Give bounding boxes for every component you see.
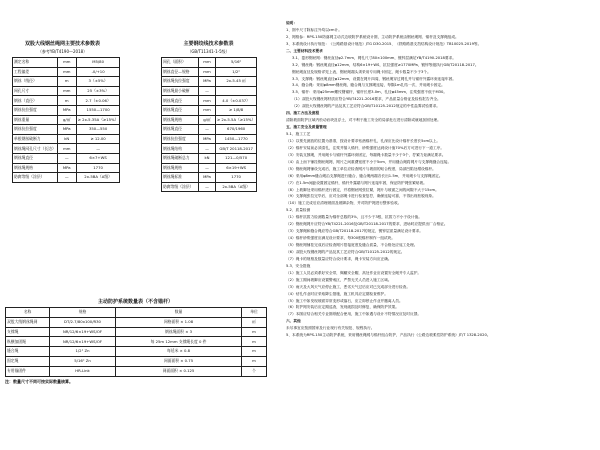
table3-cell: 5/16" Zn — [50, 356, 116, 366]
table3 — [5, 307, 267, 377]
table3-cell: m — [242, 356, 267, 366]
table2-cell: 钢丝绳规格 — [162, 115, 199, 125]
table3-row — [6, 317, 267, 327]
table1-row — [13, 134, 120, 144]
notes-line: （4）由上而下铺挂钢丝绳网，网片之间重叠宽度不小于5cm，并用缝合绳将网片与支撑绳缝合连接。 — [286, 159, 452, 164]
table1-row — [13, 67, 120, 77]
table1-cell: MPa — [57, 125, 76, 135]
table1-cell: ≥ 2x-5.35A（≥15%） — [76, 115, 120, 125]
notes-line: （1）双股大线钢丝网材质应符合YB/T4221-2016要求，产品质量合格证及检验报告齐全。 — [292, 97, 441, 102]
notes-line: （2）施工期间坡脚应设置警戒区，严禁无关人员进入施工区域。 — [286, 277, 392, 282]
table2-cell: MPa — [199, 134, 216, 144]
table1-cell: 1550—1700 — [76, 105, 120, 115]
notes-line: （5）钢丝网铺挂完成后应检查网片搭接宽度及缝合质量，不合格处应返工处理。 — [286, 243, 418, 247]
notes-line: 5.2、质量检测 — [286, 208, 311, 213]
design-notes — [286, 20, 590, 339]
table2-cell: 钢丝绳直径 — [162, 105, 199, 115]
table2-row — [162, 144, 257, 154]
table1-cell: 25（±3%） — [76, 86, 120, 96]
table2-row — [162, 86, 257, 96]
notes-line: （8）上坡脚处采用锚杆进行固定，并将钢丝网张拉紧，网片与坡面之间的间隙不大于15cm。 — [286, 187, 439, 192]
table2-cell: — — [199, 182, 216, 192]
table2-cell: 1450—1770 — [216, 134, 257, 144]
table1-cell: mm — [57, 67, 76, 77]
table2-row — [162, 67, 257, 77]
table1-cell: — — [57, 173, 76, 183]
notes-heading: 说明： — [286, 21, 298, 25]
table3-cell: m — [242, 337, 267, 347]
table2-cell: 钢丝绳破断总力 — [162, 153, 199, 163]
table2-cell: 钢丝绳直径 — [162, 96, 199, 106]
table3-row — [6, 327, 267, 337]
table3-cell: 个 — [242, 366, 267, 376]
table2-cell: 钢丝绳最小破断 — [162, 86, 199, 96]
table3-cell: 缝合绳 — [6, 347, 50, 357]
table2-cell: 钢丝绳标准 — [162, 173, 199, 183]
table2-row — [162, 105, 257, 115]
table3-header-row — [6, 308, 267, 318]
notes-line: （6）采用φ8mm缝合绳沿支撑绳进行缝合，缝合绳两端各长出1.5m，并用绳卡与支撑绳固定。 — [286, 173, 443, 178]
notes-line: （4）钻孔作业时应采取降尘措施，施工机具应定期检查维护。 — [286, 291, 388, 296]
notes-heading: 二、主要材料技术要求 — [286, 48, 323, 53]
table2-cell: 2x-5BA（A级） — [216, 182, 257, 192]
table2-cell: mm — [199, 58, 216, 68]
notes-line: （4）锚杆砂浆强度应满足设计要求，每300根锚杆制作一组试块。 — [286, 236, 395, 241]
table3-block — [5, 298, 267, 385]
table3-cell: 规格 — [50, 308, 116, 318]
table1-block — [12, 40, 120, 183]
notes-line: 未尽事宜应按照国家及行业现行有关规范、规程执行。 — [286, 326, 375, 331]
notes-line: 清除坡面防护区域内松动岩块及浮土，对不利于施工安全的局部危石进行清除或就地加固处理。 — [286, 118, 441, 123]
notes-heading: 四、施工方法及流程 — [286, 111, 320, 116]
table2-cell: 钢丝绳抗拉强度 — [162, 77, 199, 87]
table2-cell: ≥ 1/8/8 — [216, 105, 257, 115]
table3-cell: 每 25m 12mm 支撑绳长度 0 件 — [116, 337, 242, 347]
table1 — [12, 57, 120, 183]
table3-title: 主动防护系统数量表（不含锚杆） — [97, 299, 173, 305]
table1-row — [13, 96, 120, 106]
table3-cell: 钢丝绳面积 × 3 — [116, 327, 242, 337]
table2-cell: 121—0/570 — [216, 153, 257, 163]
table2-row — [162, 125, 257, 135]
table1-cell: 钢丝重量 — [13, 115, 58, 125]
table2-row — [162, 58, 257, 68]
table2-cell: 5/16" — [216, 58, 257, 68]
notes-line: 3.1、菱形钢丝网：钢丝直径φ2.7mm，网孔尺寸80×100mm，镀锌层满足YB/T4190-2018要求。 — [292, 55, 456, 60]
notes-line: （7）本图应结合相关专业图纸配合使用，施工中如遇与设计不符情况应及时反馈。 — [286, 312, 422, 317]
table1-row — [13, 77, 120, 87]
table3-cell: 专用锚固件 — [6, 366, 50, 376]
table2-cell: 670/1960 — [216, 125, 257, 135]
table1-cell: m — [57, 96, 76, 106]
table3-row — [6, 337, 267, 347]
table3-cell: m — [242, 347, 267, 357]
notes-line: （6）双股大线钢丝网的产品及其工艺应符合GB/T10125-2012的规定。 — [286, 249, 405, 254]
table1-cell: 钢丝绳网孔尺寸（长边） — [13, 144, 58, 154]
table1-row — [13, 58, 120, 68]
table1-cell: 350—550 — [76, 125, 120, 135]
table2-cell: 钢丝直径—规格 — [162, 67, 199, 77]
table1-cell: 钢丝绳规格 — [13, 163, 58, 173]
table1-cell: MPa — [57, 105, 76, 115]
table2-cell: 钢丝绳结构 — [162, 144, 199, 154]
table1-cell: mm — [57, 144, 76, 154]
table2-cell: mm — [199, 67, 216, 77]
table1-row — [13, 173, 120, 183]
table2-cell: MPa — [199, 77, 216, 87]
table2-cell: 网孔（面积） — [162, 58, 199, 68]
table3-row — [6, 356, 267, 366]
notes-line: 钢丝绳直径及规格详见上表，钢丝绳端头须采用专用绳卡固定，绳卡数量不少于3个。 — [292, 69, 431, 74]
table1-row — [13, 86, 120, 96]
table2-row — [162, 115, 257, 125]
notes-line: （2）锚杆安装前必须清孔，注浆并插入锚杆，砂浆强度达到设计值70%后方可进行下一道工序。 — [286, 145, 445, 150]
table3-row — [6, 366, 267, 376]
notes-line: 2、网格参：RPS-150防落网主动式边坡防护系统设计图，主动防护系统由钢丝绳网、锚杆及支撑绳组成。 — [286, 34, 459, 39]
notes-line: （7）在1.5m间距设置固定锚杆，锚杆外露端与网片连接牢固，保证防护网张紧贴坡。 — [286, 180, 427, 185]
table2-row — [162, 134, 257, 144]
table2-cell: — — [199, 125, 216, 135]
table3-cell: 1/2" Zn — [50, 347, 116, 357]
table3-cell: DT/2.7/80x100/R30 — [50, 317, 116, 327]
notes-line: （6）防护网安装后应定期巡查，发现破损及时修复，确保防护效果。 — [286, 305, 399, 310]
notes-line: 5、本系统为RPS-150主动防护系统，采用钢丝绳网与锚杆组合防护，产品执行《公路边坡柔性防护系统》JT/T 1328-2020。 — [286, 333, 491, 338]
table1-row — [13, 125, 120, 135]
table1-cell: 2.7（±0.06） — [76, 96, 120, 106]
notes-line: （10）施工完成后应清理坡面及坡脚杂物，并对防护网进行整体验收。 — [286, 201, 402, 206]
notes-line: 3、本系统设计执行规范：《公路路基设计规范》JTG D30-2015、《铁路路基支挡结构设计规范》TB10025-2019等。 — [286, 41, 482, 46]
table1-cell: — — [76, 144, 120, 154]
table3-cell: NR/12/6×19+WS/OF — [50, 337, 116, 347]
table2-title: 主要钢绞线技术参数表 — [183, 41, 234, 47]
table2-row — [162, 153, 257, 163]
table1-cell: m — [57, 77, 76, 87]
table1-cell: 钢丝（直径） — [13, 96, 58, 106]
table3-cell: 单位 — [242, 308, 267, 318]
table1-cell: 2x-5BA（A级） — [76, 173, 120, 183]
table1-cell: mm — [57, 58, 76, 68]
table1-cell: 钢丝抗拉强度 — [13, 125, 58, 135]
table3-cell: ㎡ — [242, 317, 267, 327]
table1-cell: -0/+10 — [76, 67, 120, 77]
table2-block — [161, 40, 257, 192]
table3-cell: 名称 — [6, 308, 50, 318]
table1-row — [13, 144, 120, 154]
table3-cell: 网格面积 × 1.08 — [116, 317, 242, 327]
table2-cell: 防腐等级（涂层） — [162, 182, 199, 192]
notes-line: 3.5、锚杆：采用φ25mm螺纹钢锚杆，锚杆长度3.0m，孔径φ45mm，注浆强度不低于M30。 — [292, 90, 448, 95]
notes-line: （7）绳卡的规格及数量应符合设计要求，绳卡安装方向应正确。 — [286, 256, 392, 261]
table2-cell: — — [199, 144, 216, 154]
table3-cell: m — [242, 327, 267, 337]
table1-row — [13, 105, 120, 115]
table2-cell: GB/T 20118-2017 — [216, 144, 257, 154]
table3-cell: 网面面积 × 0.125 — [116, 366, 242, 376]
table1-row — [13, 153, 120, 163]
notes-heading: 五、施工安全及质量管理 — [286, 125, 327, 130]
table2-cell: MPa — [199, 173, 216, 183]
notes-line: （3）安装支撑绳，并用绳卡与锚杆外露环套固定，每端绳卡数量不少于3个，拧紧力矩满足要求。 — [286, 152, 446, 157]
table2 — [161, 57, 257, 192]
table2-row — [162, 173, 257, 183]
notes-line: 5.3、安全措施 — [286, 263, 311, 268]
notes-line: （9）支撑绳张拉完毕后，应对全部绳卡进行检查复拧，确保连接可靠，不得出现松脱现象。 — [286, 194, 436, 199]
table3-cell: 双股大线钢丝绳网 — [6, 317, 50, 327]
table3-cell: 支撑绳 — [6, 327, 50, 337]
notes-line: 5.1、施工工艺 — [286, 132, 311, 136]
table2-cell — [216, 86, 257, 96]
table3-cell: 网面面积 × 0.75 — [116, 356, 242, 366]
table1-cell: 防腐等级（涂层） — [13, 173, 58, 183]
table2-cell: 6×19+WS — [216, 163, 257, 173]
table2-cell: ≥ 2x-5.5A（≥15%） — [216, 115, 257, 125]
table3-cell: 每延米 × 0.8 — [116, 347, 242, 357]
notes-line: （5）施工中如发现坡面异常变形或落石，应立即停止作业并撤离人员。 — [286, 298, 403, 303]
notes-line: 3.3、支撑绳：钢丝绳直径φ12mm，设置在网片四周，钢丝绳穿过网孔并与锚杆外露环套连接牢固。 — [292, 76, 456, 81]
table2-cell: 钢丝绳直径 — [162, 125, 199, 135]
table3-note: 注：数量尺寸不同可按实际数量核算。 — [5, 378, 73, 384]
table1-cell: M5/80 — [76, 58, 120, 68]
table1-cell: g/㎡ — [57, 115, 76, 125]
table2-cell: mm — [199, 105, 216, 115]
table1-cell: 钢丝（线径） — [13, 77, 58, 87]
notes-line: （3）雨天及大风天气应停止施工，恶劣天气过后应对已完成部分进行检查。 — [286, 284, 411, 289]
table2-cell: 钢丝抗拉强度 — [162, 134, 199, 144]
notes-heading: 六、其他 — [286, 319, 301, 324]
notes-line: （1）锚杆抗拔力检测数量为锚杆总数的3%，且不少于3根，抗拔力不小于设计值。 — [286, 215, 422, 220]
table3-row — [6, 347, 267, 357]
notes-line: 3.2、钢丝绳：钢丝绳直径φ12mm，结构6×19+WS，抗拉强度≥1770MPa，镀锌等级执行GB/T20118-2017。 — [292, 62, 479, 67]
table3-cell: 纵横加固绳 — [6, 337, 50, 347]
table2-row — [162, 163, 257, 173]
table1-subtitle: （参考YB/T4190—2018） — [37, 49, 88, 54]
notes-line: （5）钢丝绳网铺设完成后，施工单位应检查网片与坡面的贴合程度，局部凹陷处增设锚杆。 — [286, 166, 436, 171]
table1-row — [13, 163, 120, 173]
notes-line: （3）支撑绳和缝合绳应符合GB/T20118-2017的规定，镀锌层质量满足设计要求。 — [286, 229, 423, 234]
table3-cell: 固定绳 — [6, 356, 50, 366]
notes-line: 3.4、缝合绳：采用φ8mm钢丝绳，缝合绳与支撑绳连接，每隔1m扎结一次，并用绳卡固定。 — [292, 83, 445, 88]
table2-row — [162, 77, 257, 87]
table1-cell: 1770 — [76, 163, 120, 173]
notes-line: （1）以预先测放的位置为基准，按设计要求钻凿锚杆孔，孔深应比设计锚杆长度长5cm以上。 — [286, 138, 441, 143]
table2-cell: kN — [199, 153, 216, 163]
table1-cell: 工程偏差 — [13, 67, 58, 77]
notes-line: （2）钢丝绳网片应符合YB/T4221-2016及GB/T20118-2017的要求，进场时应提供出厂合格证。 — [286, 222, 448, 227]
table2-row — [162, 182, 257, 192]
table2-subtitle: （GB/T11341-1-5级） — [187, 49, 230, 54]
table2-cell: 钢丝绳规格 — [162, 163, 199, 173]
table2-cell: 1/2" — [216, 67, 257, 77]
table2-cell: — — [199, 86, 216, 96]
table1-cell: kN — [57, 134, 76, 144]
notes-line: （2）双股大线钢丝网的产品及其工艺应符合GB/T10125-2012规定的中性盐雾试验要求。 — [292, 104, 440, 109]
table1-cell: mm — [57, 86, 76, 96]
table1-cell: 测定名称 — [13, 58, 58, 68]
table1-cell: ≥ 12.00 — [76, 134, 120, 144]
table2-row — [162, 96, 257, 106]
table1-cell: 3（±5%） — [76, 77, 120, 87]
table2-cell: 2x-5.45 ㎡ — [216, 77, 257, 87]
table2-cell: 1770 — [216, 173, 257, 183]
notes-line: （1）施工人员必须系好安全带，佩戴安全帽，高处作业应设置安全绳并专人监护。 — [286, 270, 422, 275]
table3-cell: HR-Link — [50, 366, 116, 376]
table1-cell: 单根钢丝破断力 — [13, 134, 58, 144]
table1-cell: 6×7+WS — [76, 153, 120, 163]
table2-cell: mm — [199, 96, 216, 106]
notes-line: 1、图中尺寸除标注外均以cm计。 — [286, 27, 342, 32]
table1-cell: MPa — [57, 163, 76, 173]
table2-cell: g/㎡ — [199, 115, 216, 125]
table1-cell: 钢丝抗拉强度 — [13, 105, 58, 115]
table3-cell: 数量 — [116, 308, 242, 318]
table2-cell: 4.0（±0.037） — [216, 96, 257, 106]
table1-row — [13, 115, 120, 125]
table1-title: 双股大线钢丝绳网主要技术参数表 — [24, 41, 100, 47]
table3-cell: NR/12/6×19+WS/OF — [50, 327, 116, 337]
table1-cell: — — [57, 153, 76, 163]
table1-cell: 网孔尺寸 — [13, 86, 58, 96]
table2-cell: — — [199, 163, 216, 173]
table1-cell: 钢丝绳直径 — [13, 153, 58, 163]
